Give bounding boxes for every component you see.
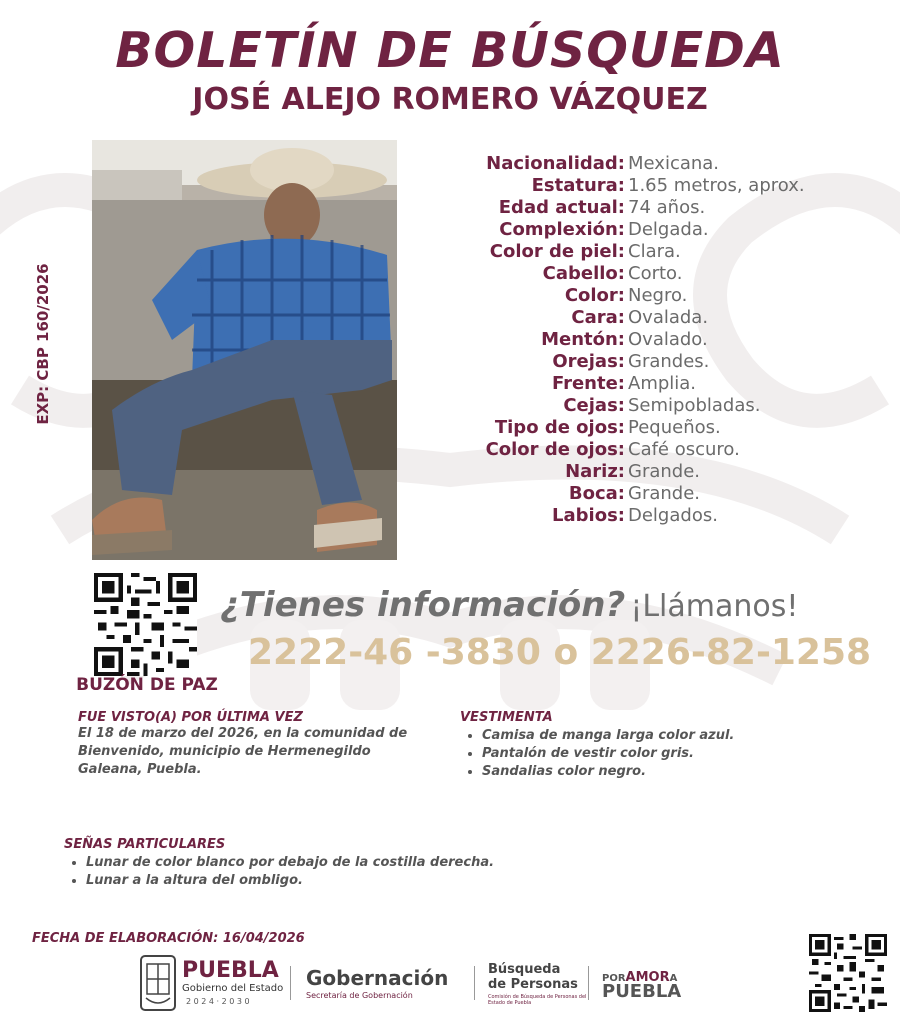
trait-value: Ovalada. <box>628 307 709 328</box>
trait-label: Labios: <box>552 505 625 526</box>
trait-value: Grande. <box>628 461 701 482</box>
secretaria-text: Secretaría de Gobernación <box>306 991 413 1000</box>
trait-row <box>420 285 890 307</box>
trait-row <box>420 307 890 329</box>
trait-value: Ovalado. <box>628 329 708 350</box>
physical-traits <box>420 153 890 527</box>
marks-title: SEÑAS PARTICULARES <box>64 837 226 852</box>
trait-row <box>420 395 890 417</box>
trait-label: Nariz: <box>565 461 625 482</box>
trait-label: Nacionalidad: <box>486 153 625 174</box>
trait-label: Color de piel: <box>489 241 625 262</box>
trait-label: Boca: <box>568 483 625 504</box>
info-question <box>220 585 900 635</box>
busqueda-text-2: de Personas <box>488 977 578 992</box>
question-text: ¿Tienes información? <box>220 585 626 625</box>
trait-value: Grandes. <box>628 351 710 372</box>
trait-row <box>420 439 890 461</box>
qr-code-buzon[interactable] <box>94 573 197 676</box>
trait-row <box>420 483 890 505</box>
trait-row <box>420 461 890 483</box>
trait-value: Mexicana. <box>628 153 720 174</box>
trait-row <box>420 373 890 395</box>
puebla-logo-text: PUEBLA <box>182 958 279 983</box>
trait-row <box>420 153 890 175</box>
trait-row <box>420 175 890 197</box>
trait-value: Semipobladas. <box>628 395 761 416</box>
amor-text: AMOR <box>625 970 670 985</box>
gobierno-text: Gobierno del Estado <box>182 983 284 994</box>
trait-label: Orejas: <box>552 351 625 372</box>
list-item: • Lunar de color blanco por debajo de la costilla derecha. <box>86 854 764 872</box>
divider <box>474 966 475 1000</box>
trait-label: Tipo de ojos: <box>494 417 625 438</box>
buzon-de-paz-label: BUZÓN DE PAZ <box>76 675 218 695</box>
phone-numbers[interactable]: 2222-46 -3830 o 2226-82-1258 <box>248 632 872 673</box>
trait-row <box>420 505 890 527</box>
trait-label: Edad actual: <box>498 197 625 218</box>
trait-label: Frente: <box>551 373 625 394</box>
marks-list <box>64 854 764 890</box>
por-text: POR <box>602 973 626 984</box>
last-seen-section <box>78 710 428 779</box>
trait-value: Amplia. <box>628 373 697 394</box>
last-seen-text: El 18 de marzo del 2026, en la comunidad de Bienvenido, municipio de Hermenegildo Galeana, Puebla. <box>78 726 408 777</box>
expediente-number: EXP: CBP 160/2026 <box>34 263 52 425</box>
trait-value: 74 años. <box>628 197 706 218</box>
list-item: • Pantalón de vestir color gris. <box>482 745 880 763</box>
state-seal-icon <box>138 952 178 1014</box>
trait-label: Cara: <box>571 307 625 328</box>
trait-label: Color: <box>564 285 625 306</box>
busqueda-text-1: Búsqueda <box>488 962 561 977</box>
trait-label: Color de ojos: <box>485 439 625 460</box>
divider <box>290 966 291 1000</box>
qr-code-footer[interactable] <box>809 934 887 1012</box>
trait-value: Negro. <box>628 285 688 306</box>
person-photo <box>92 140 397 560</box>
last-seen-title: FUE VISTO(A) POR ÚLTIMA VEZ <box>78 710 303 725</box>
trait-row <box>420 263 890 285</box>
elaboration-date: FECHA DE ELABORACIÓN: 16/04/2026 <box>32 931 305 946</box>
trait-label: Cabello: <box>542 263 625 284</box>
trait-row <box>420 197 890 219</box>
years-text: 2 0 2 4 · 2 0 3 0 <box>186 997 250 1006</box>
gobernacion-text: Gobernación <box>306 966 449 990</box>
comision-text: Comisión de Búsqueda de Personas del Estado de Puebla <box>488 994 587 1006</box>
trait-row <box>420 329 890 351</box>
trait-value: 1.65 metros, aprox. <box>628 175 805 196</box>
trait-row <box>420 417 890 439</box>
puebla2-text: PUEBLA <box>602 981 682 1002</box>
call-text: ¡Llámanos! <box>630 589 799 624</box>
trait-row <box>420 219 890 241</box>
trait-label: Complexión: <box>499 219 625 240</box>
trait-value: Delgados. <box>628 505 718 526</box>
person-name: JOSÉ ALEJO ROMERO VÁZQUEZ <box>192 82 708 117</box>
marks-section <box>64 837 764 890</box>
bulletin-title: BOLETÍN DE BÚSQUEDA <box>115 22 785 79</box>
trait-label: Estatura: <box>531 175 625 196</box>
trait-value: Pequeños. <box>628 417 721 438</box>
divider <box>588 966 589 1000</box>
trait-value: Café oscuro. <box>628 439 740 460</box>
clothing-title: VESTIMENTA <box>460 710 553 725</box>
a-text: A <box>669 973 678 984</box>
footer-logos <box>138 952 698 1014</box>
list-item: • Camisa de manga larga color azul. <box>482 727 880 745</box>
clothing-list <box>460 727 880 781</box>
trait-value: Grande. <box>628 483 701 504</box>
trait-row <box>420 241 890 263</box>
list-item: • Lunar a la altura del ombligo. <box>86 872 764 890</box>
clothing-section <box>460 710 880 781</box>
trait-value: Delgada. <box>628 219 709 240</box>
trait-row <box>420 351 890 373</box>
trait-label: Mentón: <box>541 329 625 350</box>
trait-value: Clara. <box>628 241 681 262</box>
trait-value: Corto. <box>628 263 683 284</box>
trait-label: Cejas: <box>563 395 625 416</box>
list-item: • Sandalias color negro. <box>482 763 880 781</box>
